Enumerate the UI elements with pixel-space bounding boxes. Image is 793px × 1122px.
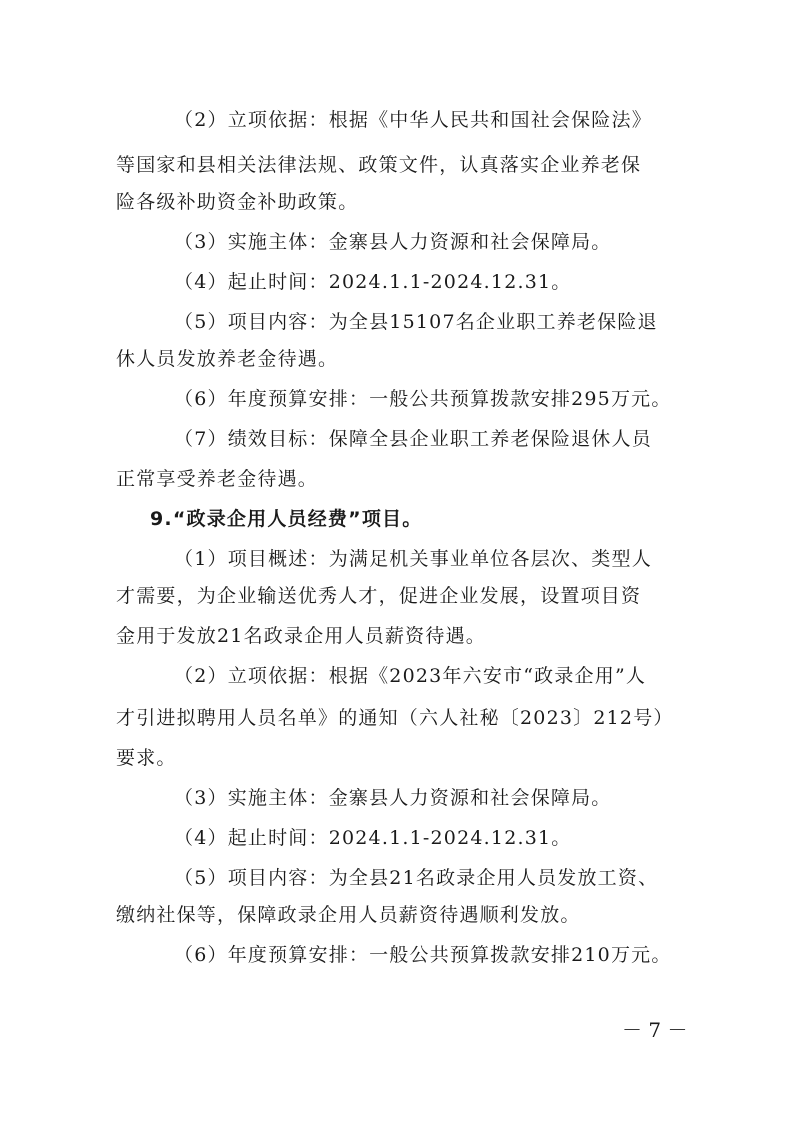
- paragraph-line: 等国家和县相关法律法规、政策文件，认真落实企业养老保: [116, 154, 642, 176]
- paragraph-line: （3）实施主体：金寨县人力资源和社会保障局。: [174, 231, 612, 253]
- page-number: － 7 －: [622, 1018, 688, 1042]
- paragraph-line: 休人员发放养老金待遇。: [116, 348, 339, 370]
- section-heading: 9.“政录企用人员经费”项目。: [150, 508, 423, 530]
- paragraph-line: （2）立项依据：根据《2023年六安市“政录企用”人: [174, 665, 647, 687]
- paragraph-line: 险各级补助资金补助政策。: [116, 191, 359, 213]
- paragraph-line: 金用于发放21名政录企用人员薪资待遇。: [116, 625, 486, 647]
- paragraph-line: （4）起止时间：2024.1.1-2024.12.31。: [174, 271, 572, 293]
- paragraph-line: （4）起止时间：2024.1.1-2024.12.31。: [174, 827, 572, 849]
- paragraph-line: 才引进拟聘用人员名单》的通知（六人社秘〔2023〕212号）: [116, 707, 674, 729]
- paragraph-line: （2）立项依据：根据《中华人民共和国社会保险法》: [174, 109, 652, 131]
- paragraph-line: （5）项目内容：为全县15107名企业职工养老保险退: [174, 311, 658, 333]
- paragraph-line: （6）年度预算安排：一般公共预算拨款安排210万元。: [174, 944, 672, 966]
- paragraph-line: 要求。: [116, 747, 177, 769]
- paragraph-line: 缴纳社保等，保障政录企用人员薪资待遇顺利发放。: [116, 904, 581, 926]
- paragraph-line: 正常享受养老金待遇。: [116, 468, 319, 490]
- paragraph-line: （1）项目概述：为满足机关事业单位各层次、类型人: [174, 548, 652, 570]
- paragraph-line: （6）年度预算安排：一般公共预算拨款安排295万元。: [174, 388, 672, 410]
- paragraph-line: （7）绩效目标：保障全县企业职工养老保险退休人员: [174, 428, 652, 450]
- paragraph-line: 才需要，为企业输送优秀人才，促进企业发展，设置项目资: [116, 585, 642, 607]
- paragraph-line: （5）项目内容：为全县21名政录企用人员发放工资、: [174, 867, 659, 889]
- paragraph-line: （3）实施主体：金寨县人力资源和社会保障局。: [174, 787, 612, 809]
